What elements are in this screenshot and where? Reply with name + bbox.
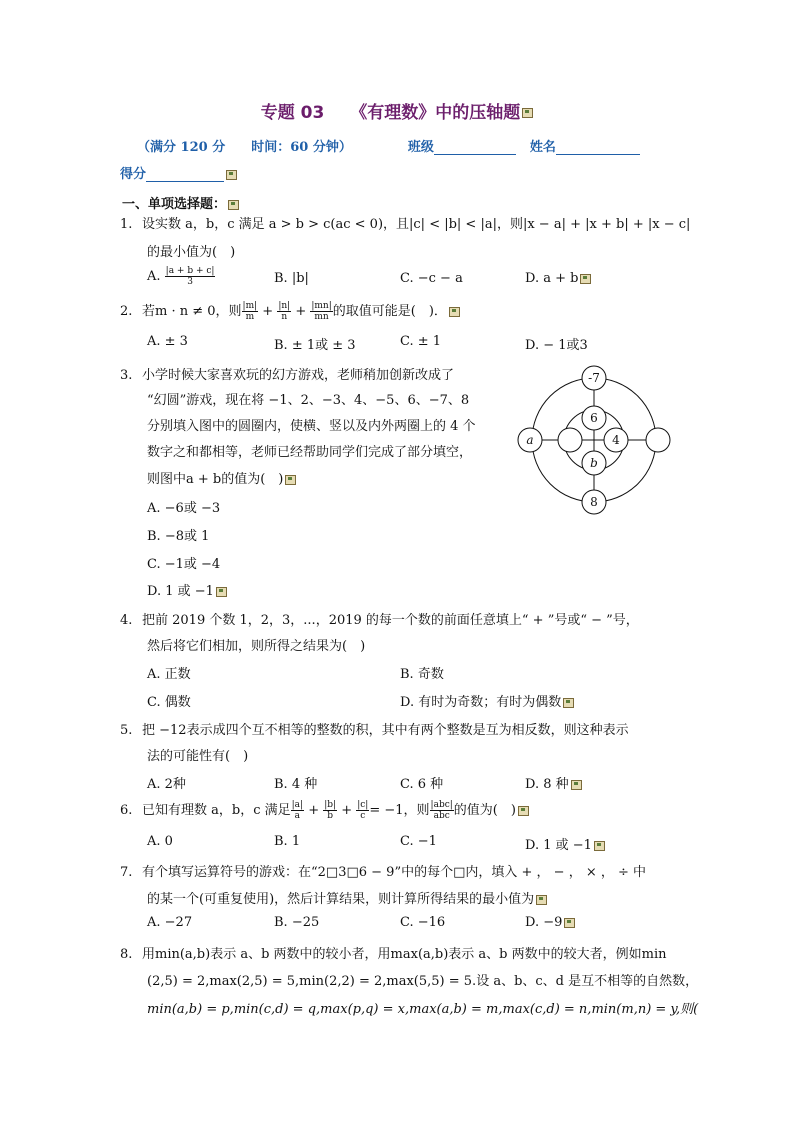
q2-option-a[interactable]: A. ± 3 <box>147 334 188 349</box>
q7-option-a[interactable]: A. −27 <box>147 915 193 930</box>
q5-option-a[interactable]: A. 2种 <box>147 777 186 792</box>
q4-option-b[interactable]: B. 奇数 <box>400 667 444 682</box>
label-outer-bottom: 8 <box>590 495 598 509</box>
label-outer-left: a <box>526 433 534 447</box>
anchor-icon <box>226 170 237 180</box>
section-heading: 一、单项选择题： <box>122 193 239 212</box>
label-outer-top: -7 <box>588 371 600 385</box>
anchor-icon <box>518 806 529 816</box>
q4-option-a[interactable]: A. 正数 <box>147 667 191 682</box>
magic-circle-figure <box>512 362 677 522</box>
q3-option-b[interactable]: B. −8或 1 <box>147 529 210 544</box>
question-number: 5. <box>120 723 133 738</box>
anchor-icon <box>522 108 533 118</box>
question-5-line2: 法的可能性有( ) <box>147 749 249 764</box>
score-blank[interactable] <box>146 169 224 182</box>
q2-option-d[interactable]: D. − 1或3 <box>525 338 588 353</box>
question-5: 5. 把 −12表示成四个互不相等的整数的积，其中有两个整数是互为相反数，则这种表示 <box>120 723 629 738</box>
question-3-line5: 则图中a + b的值为( ) <box>147 468 296 487</box>
anchor-icon <box>228 200 239 210</box>
anchor-icon <box>449 307 460 317</box>
question-1 <box>120 213 690 232</box>
q4-option-c[interactable]: C. 偶数 <box>147 695 191 710</box>
q5-option-c[interactable]: C. 6 种 <box>400 777 444 792</box>
q5-option-d[interactable]: D. 8 种 <box>525 773 582 792</box>
title-text: 《有理数》中的压轴题 <box>350 103 521 123</box>
fraction: $\frac{|a + b + c|}{3}$ <box>165 266 215 287</box>
question-3-line2: “幻圆”游戏，现在将 −1、2、−3、4、−5、6、−7、8 <box>147 393 470 408</box>
q1-option-d[interactable]: D. a + b <box>525 271 591 286</box>
q6-option-d[interactable]: D. 1 或 −1 <box>525 834 605 853</box>
anchor-icon <box>564 918 575 928</box>
q7-option-d[interactable]: D. −9 <box>525 915 575 930</box>
exam-time: 时间：60 分钟） <box>251 140 352 155</box>
q4-option-d[interactable]: D. 有时为奇数；有时为偶数 <box>400 691 574 710</box>
question-8-line2: (2,5) = 2,max(2,5) = 5,min(2,2) = 2,max(5,5) = 5.设 a、b、c、d 是互不相等的自然数， <box>147 974 699 989</box>
name-label: 姓名 <box>529 140 556 155</box>
anchor-icon <box>216 587 227 597</box>
question-number: 3. <box>120 368 133 383</box>
q6-option-b[interactable]: B. 1 <box>274 834 301 849</box>
exam-info <box>137 136 666 155</box>
question-7-line2: 的某一个(可重复使用)，然后计算结果，则计算所得结果的最小值为 <box>147 888 547 907</box>
class-label: 班级 <box>407 140 434 155</box>
q3-option-c[interactable]: C. −1或 −4 <box>147 557 221 572</box>
q6-option-a[interactable]: A. 0 <box>147 834 173 849</box>
question-8: 8. 用min(a,b)表示 a、b 两数中的较小者，用max(a,b)表示 a、b 两数中的较大者，例如min <box>120 947 667 962</box>
label-inner-top: 6 <box>590 411 598 425</box>
q7-option-b[interactable]: B. −25 <box>274 915 320 930</box>
score-line <box>120 163 237 182</box>
node-outer-right <box>646 428 670 452</box>
question-number: 1. <box>120 217 133 232</box>
question-4: 4. 把前 2019 个数 1，2，3，...，2019 的每一个数的前面任意填上“ + ”号或“ − ”号， <box>120 613 639 628</box>
question-number: 6. <box>120 803 133 818</box>
question-1-line2: 的最小值为( ) <box>147 245 236 260</box>
q1-option-b[interactable]: B. |b| <box>274 271 309 286</box>
anchor-icon <box>594 841 605 851</box>
label-inner-right: 4 <box>612 433 620 447</box>
node-inner-left <box>558 428 582 452</box>
title-topic-number: 专题 03 <box>260 103 325 123</box>
label-inner-bottom: b <box>590 456 598 470</box>
class-blank[interactable] <box>434 142 516 155</box>
question-number: 4. <box>120 613 133 628</box>
anchor-icon <box>563 698 574 708</box>
q2-option-c[interactable]: C. ± 1 <box>400 334 442 349</box>
anchor-icon <box>285 475 296 485</box>
question-3: 3. 小学时候大家喜欢玩的幻方游戏，老师稍加创新改成了 <box>120 368 455 383</box>
question-number: 8. <box>120 947 133 962</box>
q7-option-c[interactable]: C. −16 <box>400 915 446 930</box>
anchor-icon <box>580 274 591 284</box>
question-7: 7. 有个填写运算符号的游戏：在“2□3□6 − 9”中的每个□内，填入 + ， − ， × ， ÷ 中 <box>120 865 647 880</box>
q1-option-a[interactable]: A. $\frac{|a + b + c|}{3}$ <box>147 266 215 287</box>
q3-option-a[interactable]: A. −6或 −3 <box>147 501 221 516</box>
question-number: 2. <box>120 304 133 319</box>
question-3-line3: 分别填入图中的圆圈内，使横、竖以及内外两圈上的 4 个 <box>147 419 476 434</box>
anchor-icon <box>571 780 582 790</box>
question-4-line2: 然后将它们相加，则所得之结果为( ) <box>147 639 366 654</box>
anchor-icon <box>536 895 547 905</box>
q5-option-b[interactable]: B. 4 种 <box>274 777 318 792</box>
question-2: 2. 若m · n ≠ 0，则 $\frac{|m|}{m}$ + $\frac{|n|}{n}$ + $\frac{|mn|}{mn}$ 的取值可能是( )． <box>120 300 460 322</box>
name-blank[interactable] <box>556 142 640 155</box>
q1-option-c[interactable]: C. −c − a <box>400 271 463 286</box>
page-title <box>0 98 794 123</box>
question-text: 设实数 a，b，c 满足 a > b > c(ac < 0)，且|c| < |b| < |a|，则|x − a| + |x + b| + |x − c| <box>142 217 691 232</box>
q3-option-d[interactable]: D. 1 或 −1 <box>147 580 227 599</box>
question-6: 6. 已知有理数 a，b，c 满足 $\frac{|a|}{a}$ + $\frac{|b|}{b}$ + $\frac{|c|}{c}$ = −1，则 $\frac{\text{|abc|}}{\text{abc}}$ 的值为( ) <box>120 799 529 821</box>
question-8-line3: min(a,b) = p,min(c,d) = q,max(p,q) = x,max(a,b) = m,max(c,d) = n,min(m,n) = y,则( <box>147 1002 699 1017</box>
full-score: （满分 120 分 <box>137 140 226 155</box>
score-label: 得分 <box>120 167 147 182</box>
q2-option-b[interactable]: B. ± 1或 ± 3 <box>274 338 356 353</box>
q6-option-c[interactable]: C. −1 <box>400 834 437 849</box>
question-3-line4: 数字之和都相等，老师已经帮助同学们完成了部分填空， <box>147 445 473 460</box>
question-number: 7. <box>120 865 133 880</box>
